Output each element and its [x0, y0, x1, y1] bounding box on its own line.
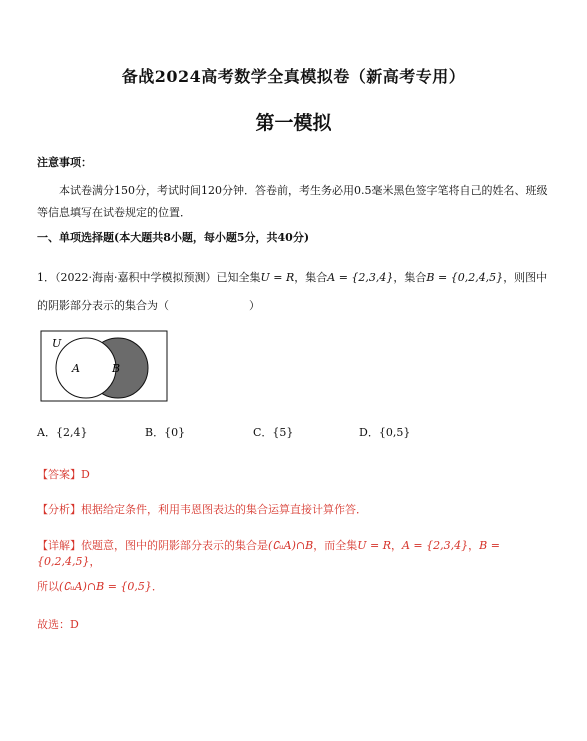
answer-tag: 【答案】: [37, 468, 81, 481]
set-a-label: A: [72, 362, 80, 375]
answer-line: [37, 466, 90, 482]
analysis-tag: 【分析】: [37, 503, 81, 516]
document-title: 备战2024高考数学全真模拟卷（新高考专用）: [121, 67, 466, 86]
section-heading: 一、单项选择题(本大题共8小题，每小题5分，共40分): [37, 231, 310, 244]
analysis-text: 根据给定条件，利用韦恩图表达的集合运算直接计算作答．: [81, 503, 367, 516]
question-number: 1．: [37, 271, 55, 284]
answer-options: [37, 424, 552, 444]
detail-line: 【详解】依题意，图中的阴影部分表示的集合是(∁ᵤA)∩B，而全集U = R，A = {2,3,4}，B = {0,2,4,5}，: [37, 539, 500, 568]
question-text-d: ，则图中的阴影部分表示的集合为（: [37, 271, 548, 312]
question-text-a: 已知全集: [216, 271, 261, 284]
detail-tag: 【详解】: [37, 539, 81, 552]
set-a-eq: A = {2,3,4}: [327, 271, 394, 284]
set-a-circle: [56, 338, 116, 398]
therefore-line: 所以(∁ᵤA)∩B = {0,5}．: [37, 580, 163, 593]
option-c[interactable]: C．{5}: [253, 426, 294, 439]
question-text-b: ，集合: [294, 271, 328, 284]
universal-set-eq: U = R: [260, 271, 295, 284]
final-answer: 故选：D: [37, 618, 79, 631]
set-b-eq: B = {0,2,4,5}: [426, 271, 504, 284]
detail-expr: (∁ᵤA)∩B: [268, 539, 314, 552]
therefore-expr: (∁ᵤA)∩B = {0,5}: [59, 580, 152, 593]
question-text-c: ，集合: [393, 271, 427, 284]
answer-value: D: [81, 468, 90, 481]
option-a[interactable]: A．{2,4}: [37, 426, 88, 439]
analysis-line: [37, 501, 367, 517]
document-subtitle: 第一模拟: [255, 112, 332, 134]
option-d[interactable]: D．{0,5}: [359, 426, 411, 439]
notice-heading: 注意事项：: [37, 156, 92, 169]
question-blank-close: ）: [249, 299, 260, 312]
question-1: [37, 264, 552, 320]
venn-diagram: [40, 330, 168, 402]
question-source: （2022·海南·嘉积中学模拟预测）: [55, 271, 217, 284]
option-b[interactable]: B．{0}: [145, 426, 186, 439]
notice-body: 本试卷满分150分，考试时间120分钟．答卷前，考生务必用0.5毫米黑色签字笔将自己的姓名、班级等信息填写在试卷规定的位置．: [37, 184, 548, 219]
universe-label: U: [52, 337, 62, 350]
set-b-label: B: [112, 362, 121, 375]
